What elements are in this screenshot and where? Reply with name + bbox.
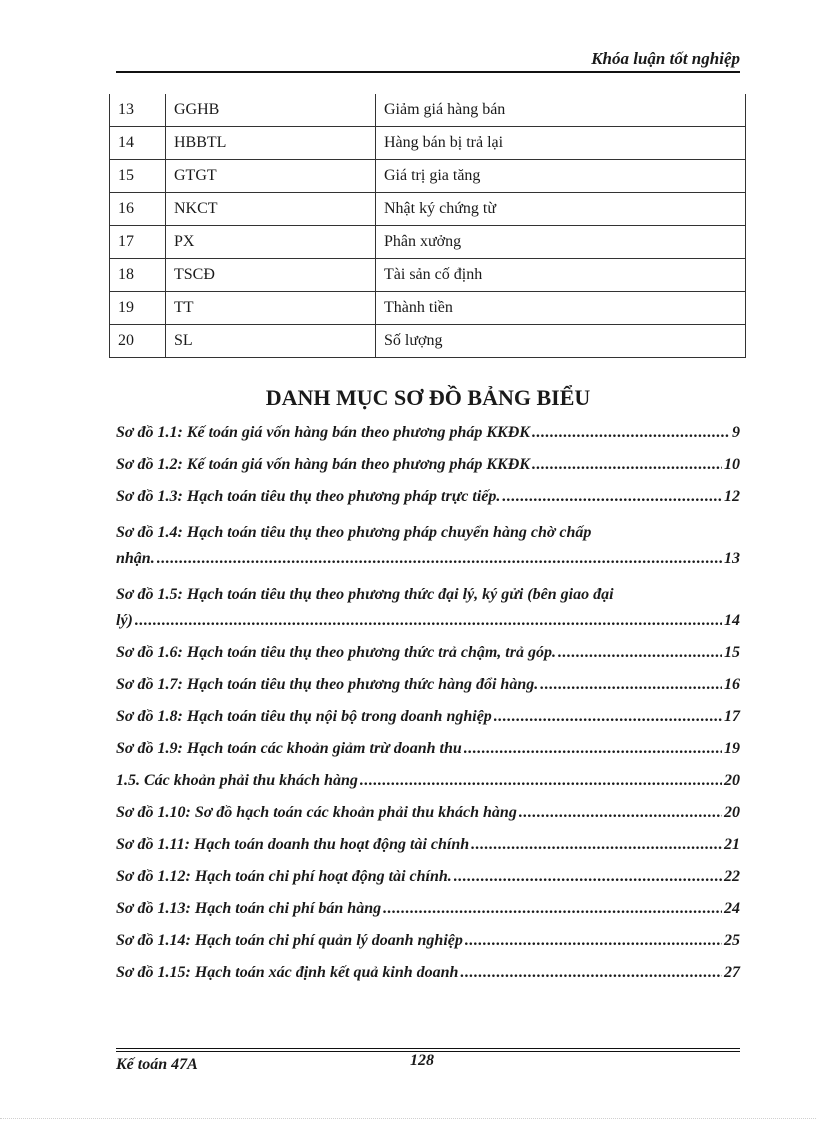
abbreviation-table	[109, 94, 746, 358]
dot-leader	[532, 456, 722, 474]
list-of-diagrams-heading: DANH MỤC SƠ ĐỒ BẢNG BIỂU	[265, 385, 591, 410]
abbreviation: GGHB	[166, 94, 376, 127]
header-divider	[116, 71, 740, 73]
running-header-title: Khóa luận tốt nghiệp	[591, 49, 740, 68]
abbreviation-meaning: Số lượng	[376, 325, 746, 358]
row-number: 20	[110, 325, 166, 358]
dot-leader	[519, 804, 722, 822]
abbreviation-meaning: Tài sản cố định	[376, 259, 746, 292]
toc-entry[interactable]	[116, 424, 740, 456]
toc-entry-text: Sơ đồ 1.7: Hạch toán tiêu thụ theo phương thức hàng đổi hàng.	[116, 676, 539, 693]
dot-leader	[464, 740, 722, 758]
toc-page-number: 9	[732, 424, 740, 441]
abbreviation: GTGT	[166, 160, 376, 193]
toc-entry-text: Sơ đồ 1.8: Hạch toán tiêu thụ nội bộ trong doanh nghiệp	[116, 708, 492, 725]
row-number: 18	[110, 259, 166, 292]
row-number: 16	[110, 193, 166, 226]
toc-entry-text: 1.5. Các khoản phải thu khách hàng	[116, 772, 358, 789]
table-row	[110, 325, 746, 358]
table-row	[110, 160, 746, 193]
toc-entry[interactable]	[116, 582, 740, 644]
toc-page-number: 16	[724, 676, 740, 693]
dot-leader	[157, 550, 722, 568]
dot-leader	[360, 772, 722, 790]
toc-entry-text: Sơ đồ 1.1: Kế toán giá vốn hàng bán theo phương pháp KKĐK	[116, 424, 530, 441]
table-row	[110, 259, 746, 292]
toc-entry-text: Sơ đồ 1.15: Hạch toán xác định kết quả kinh doanh	[116, 964, 459, 981]
table-row	[110, 94, 746, 127]
row-number: 19	[110, 292, 166, 325]
toc-entry[interactable]	[116, 708, 740, 740]
toc-page-number: 25	[724, 932, 740, 949]
table-row	[110, 127, 746, 160]
toc-entry[interactable]	[116, 520, 740, 582]
footer-department: Kế toán 47A	[116, 1056, 198, 1073]
abbreviation-meaning: Phân xưởng	[376, 226, 746, 259]
row-number: 14	[110, 127, 166, 160]
toc-page-number: 15	[724, 644, 740, 661]
toc-entry-text: Sơ đồ 1.11: Hạch toán doanh thu hoạt động tài chính	[116, 836, 470, 853]
dot-leader	[494, 708, 722, 726]
row-number: 17	[110, 226, 166, 259]
toc-page-number: 21	[724, 836, 740, 853]
dot-leader	[532, 424, 730, 442]
abbreviation: SL	[166, 325, 376, 358]
table-row	[110, 226, 746, 259]
toc-entry-text: Sơ đồ 1.2: Kế toán giá vốn hàng bán theo phương pháp KKĐK	[116, 456, 530, 473]
abbreviation-meaning: Thành tiền	[376, 292, 746, 325]
dot-leader	[471, 836, 722, 854]
toc-entry-text: Sơ đồ 1.13: Hạch toán chi phí bán hàng	[116, 900, 382, 917]
abbreviation: TSCĐ	[166, 259, 376, 292]
toc-page-number: 10	[724, 456, 740, 473]
toc-entry[interactable]	[116, 488, 740, 520]
toc-entry-text-continued: nhận.	[116, 550, 155, 567]
page-number: 128	[410, 1052, 434, 1069]
toc-page-number: 19	[724, 740, 740, 757]
toc-page-number: 14	[724, 612, 740, 629]
toc-entry-text: Sơ đồ 1.3: Hạch toán tiêu thụ theo phương pháp trực tiếp.	[116, 488, 501, 505]
page-edge	[0, 1118, 816, 1119]
toc-page-number: 20	[724, 804, 740, 821]
toc-entry-text: Sơ đồ 1.5: Hạch toán tiêu thụ theo phương thức đại lý, ký gửi (bên giao đại	[116, 586, 614, 603]
toc-page-number: 20	[724, 772, 740, 789]
toc-entry-text: Sơ đồ 1.14: Hạch toán chi phí quản lý doanh nghiệp	[116, 932, 463, 949]
abbreviation-meaning: Nhật ký chứng từ	[376, 193, 746, 226]
toc-entry[interactable]	[116, 740, 740, 772]
abbreviation: PX	[166, 226, 376, 259]
toc-entry[interactable]	[116, 456, 740, 488]
diagram-table-of-contents	[116, 424, 740, 996]
toc-page-number: 24	[724, 900, 740, 917]
abbreviation: TT	[166, 292, 376, 325]
toc-entry[interactable]	[116, 804, 740, 836]
toc-entry-text: Sơ đồ 1.6: Hạch toán tiêu thụ theo phương thức trả chậm, trả góp.	[116, 644, 556, 661]
toc-entry[interactable]	[116, 644, 740, 676]
dot-leader	[383, 900, 722, 918]
toc-entry-text: Sơ đồ 1.9: Hạch toán các khoản giảm trừ doanh thu	[116, 740, 462, 757]
toc-entry[interactable]	[116, 868, 740, 900]
table-row	[110, 193, 746, 226]
dot-leader	[502, 488, 722, 506]
dot-leader	[540, 676, 722, 694]
toc-entry[interactable]	[116, 772, 740, 804]
toc-entry[interactable]	[116, 932, 740, 964]
table-row	[110, 292, 746, 325]
toc-entry-text: Sơ đồ 1.10: Sơ đồ hạch toán các khoản phải thu khách hàng	[116, 804, 517, 821]
toc-page-number: 22	[724, 868, 740, 885]
row-number: 15	[110, 160, 166, 193]
toc-entry-text: Sơ đồ 1.4: Hạch toán tiêu thụ theo phương pháp chuyển hàng chờ chấp	[116, 524, 592, 541]
dot-leader	[558, 644, 722, 662]
toc-page-number: 17	[724, 708, 740, 725]
dot-leader	[135, 612, 722, 630]
toc-page-number: 12	[724, 488, 740, 505]
abbreviation-meaning: Giảm giá hàng bán	[376, 94, 746, 127]
abbreviation-meaning: Hàng bán bị trả lại	[376, 127, 746, 160]
toc-entry[interactable]	[116, 900, 740, 932]
abbreviation: HBBTL	[166, 127, 376, 160]
row-number: 13	[110, 94, 166, 127]
toc-entry[interactable]	[116, 676, 740, 708]
toc-entry[interactable]	[116, 836, 740, 868]
toc-entry[interactable]	[116, 964, 740, 996]
toc-page-number: 13	[724, 550, 740, 567]
toc-page-number: 27	[724, 964, 740, 981]
toc-entry-text-continued: lý)	[116, 612, 133, 629]
dot-leader	[465, 932, 722, 950]
abbreviation: NKCT	[166, 193, 376, 226]
abbreviation-meaning: Giá trị gia tăng	[376, 160, 746, 193]
footer-divider	[116, 1048, 740, 1049]
dot-leader	[454, 868, 722, 886]
toc-entry-text: Sơ đồ 1.12: Hạch toán chi phí hoạt động tài chính.	[116, 868, 452, 885]
dot-leader	[460, 964, 722, 982]
